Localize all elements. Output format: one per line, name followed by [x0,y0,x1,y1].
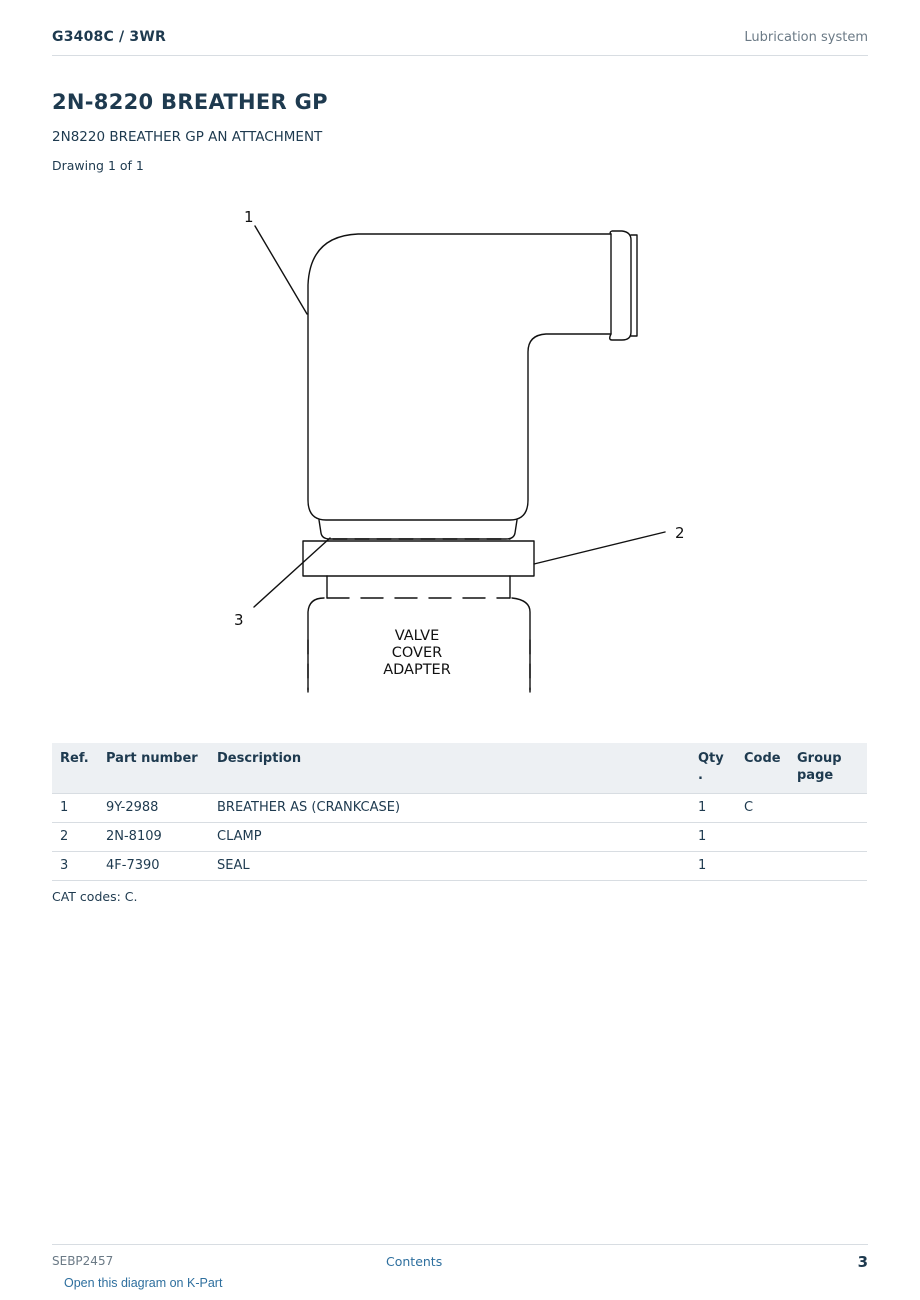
cell-ref: 2 [52,823,98,852]
header-part-number: Part number [98,743,209,794]
cell-group-page [789,794,867,823]
cat-codes-note: CAT codes: C. [52,889,138,904]
table-header-row [52,743,867,794]
drawing-count: Drawing 1 of 1 [52,158,144,173]
header-qty [690,743,736,794]
page-header [52,28,868,56]
cell-part-number: 2N-8109 [98,823,209,852]
cell-description: BREATHER AS (CRANKCASE) [209,794,690,823]
adapter-label-line2: COVER [391,645,443,661]
cell-qty: 1 [690,823,736,852]
adapter-label-line3: ADAPTER [383,662,451,678]
cell-qty: 1 [690,794,736,823]
parts-diagram [225,205,700,700]
cell-ref: 3 [52,852,98,881]
parts-table [52,743,867,881]
cell-qty: 1 [690,852,736,881]
open-kpart-link[interactable]: Open this diagram on K-Part [64,1276,223,1290]
clamp [303,541,534,576]
document-code: SEBP2457 [52,1254,114,1268]
header-code: Code [736,743,789,794]
cell-code: C [736,794,789,823]
table-row [52,794,867,823]
cell-part-number: 4F-7390 [98,852,209,881]
cell-code [736,823,789,852]
header-group-page [789,743,867,794]
cell-description: SEAL [209,852,690,881]
cell-description: CLAMP [209,823,690,852]
cell-group-page [789,823,867,852]
cell-part-number: 9Y-2988 [98,794,209,823]
header-ref: Ref. [52,743,98,794]
table-row [52,852,867,881]
page-subtitle: 2N8220 BREATHER GP AN ATTACHMENT [52,129,323,145]
header-description: Description [209,743,690,794]
cell-group-page [789,852,867,881]
callout-1: 1 [244,208,254,226]
header-group-line1: Group [797,751,842,766]
header-group-line2: page [797,768,834,783]
cell-code [736,852,789,881]
outlet-cap [610,231,631,340]
page-footer [52,1244,868,1275]
table-row [52,823,867,852]
callout-3: 3 [234,611,244,629]
cell-ref: 1 [52,794,98,823]
callout-2: 2 [675,524,685,542]
adapter-label-line1: VALVE [394,628,440,644]
seal [319,520,517,539]
contents-link[interactable]: Contents [386,1254,443,1269]
page-title: 2N-8220 BREATHER GP [52,90,328,114]
section-name: Lubrication system [744,30,868,45]
model-serial: G3408C / 3WR [52,29,166,45]
page-number: 3 [857,1253,868,1271]
header-qty-line2: . [698,768,703,783]
header-qty-line1: Qty [698,751,724,766]
breather-body [308,234,611,520]
